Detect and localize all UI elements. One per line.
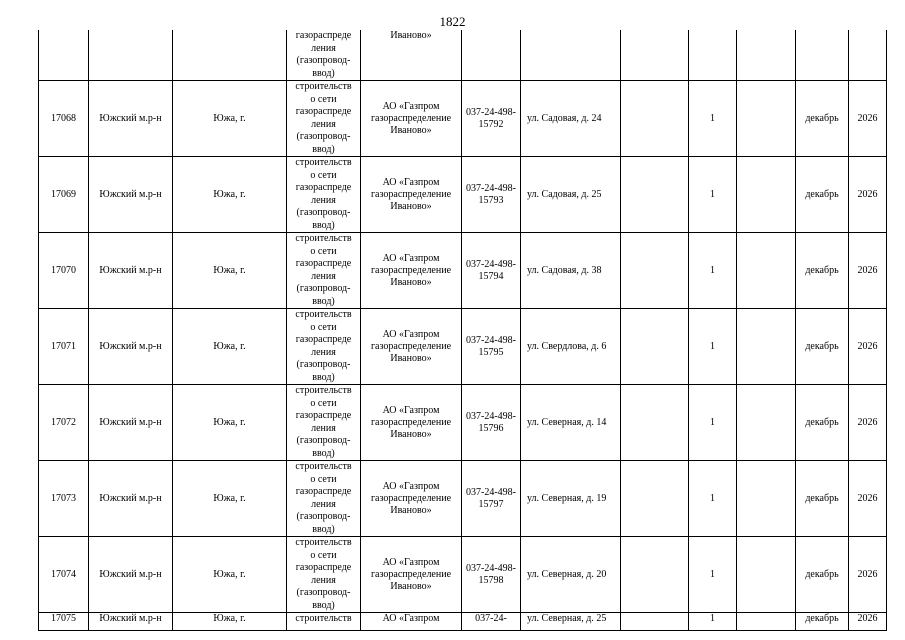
cell-month: декабрь <box>796 385 849 461</box>
cell-extra <box>621 461 689 537</box>
table-row <box>39 157 887 233</box>
cell-year: 2026 <box>849 537 887 613</box>
cell-locality: Южа, г. <box>173 157 287 233</box>
cell-extra <box>621 613 689 631</box>
cell-blank <box>737 30 796 81</box>
page-number: 1822 <box>439 14 466 29</box>
cell-code <box>462 30 521 81</box>
cell-num: 17072 <box>39 385 89 461</box>
cell-num: 17069 <box>39 157 89 233</box>
cell-qty: 1 <box>689 233 737 309</box>
cell-organization: АО «Газпром газораспределение Иваново» <box>361 81 462 157</box>
table-row <box>39 309 887 385</box>
cell-qty: 1 <box>689 81 737 157</box>
table-row <box>39 81 887 157</box>
cell-extra <box>621 233 689 309</box>
cell-num: 17075 <box>39 613 89 631</box>
cell-locality: Южа, г. <box>173 81 287 157</box>
cell-locality: Южа, г. <box>173 613 287 631</box>
continuation-row <box>39 30 887 81</box>
cell-code: 037-24-498-15796 <box>462 385 521 461</box>
cell-address: ул. Северная, д. 25 <box>521 613 621 631</box>
cell-month: декабрь <box>796 233 849 309</box>
cell-month: декабрь <box>796 613 849 631</box>
cell-address: ул. Северная, д. 20 <box>521 537 621 613</box>
cell-code: 037-24-498-15793 <box>462 157 521 233</box>
cell-year: 2026 <box>849 613 887 631</box>
cell-year: 2026 <box>849 309 887 385</box>
cell-work-type: строительств о сети газораспреде ления (газопровод- ввод) <box>287 385 361 461</box>
cell-address <box>521 30 621 81</box>
cell-year: 2026 <box>849 385 887 461</box>
cell-year: 2026 <box>849 157 887 233</box>
cell-address: ул. Северная, д. 19 <box>521 461 621 537</box>
cell-work-type: строительств о сети газораспреде ления (газопровод- ввод) <box>287 233 361 309</box>
cell-qty: 1 <box>689 157 737 233</box>
cell-address: ул. Свердлова, д. 6 <box>521 309 621 385</box>
cell-extra <box>621 385 689 461</box>
cell-extra <box>621 309 689 385</box>
cell-organization: АО «Газпром газораспределение Иваново» <box>361 309 462 385</box>
cell-address: ул. Северная, д. 14 <box>521 385 621 461</box>
cell-code: 037-24-498-15795 <box>462 309 521 385</box>
cell-blank <box>737 157 796 233</box>
cell-blank <box>737 613 796 631</box>
cell-district: Южский м.р-н <box>89 537 173 613</box>
cell-district: Южский м.р-н <box>89 309 173 385</box>
cell-district: Южский м.р-н <box>89 81 173 157</box>
cell-year: 2026 <box>849 461 887 537</box>
cell-locality: Южа, г. <box>173 537 287 613</box>
cell-work-type: газораспреде ления (газопровод- ввод) <box>287 30 361 81</box>
table-row <box>39 461 887 537</box>
cell-blank <box>737 81 796 157</box>
cell-num: 17071 <box>39 309 89 385</box>
cell-organization: АО «Газпром газораспределение Иваново» <box>361 385 462 461</box>
cell-organization: АО «Газпром газораспределение Иваново» <box>361 157 462 233</box>
cell-work-type: строительств <box>287 613 361 631</box>
cell-organization: АО «Газпром газораспределение Иваново» <box>361 461 462 537</box>
cell-locality: Южа, г. <box>173 461 287 537</box>
cell-qty: 1 <box>689 385 737 461</box>
cell-district: Южский м.р-н <box>89 461 173 537</box>
cell-district: Южский м.р-н <box>89 233 173 309</box>
cell-code: 037-24-498-15792 <box>462 81 521 157</box>
cell-num: 17073 <box>39 461 89 537</box>
cell-address: ул. Садовая, д. 25 <box>521 157 621 233</box>
cell-code: 037-24-498-15794 <box>462 233 521 309</box>
cell-qty: 1 <box>689 537 737 613</box>
cell-num <box>39 30 89 81</box>
table-body <box>39 30 887 631</box>
cell-qty <box>689 30 737 81</box>
cell-work-type: строительств о сети газораспреде ления (газопровод- ввод) <box>287 461 361 537</box>
cell-district: Южский м.р-н <box>89 385 173 461</box>
cell-code: 037-24-498-15797 <box>462 461 521 537</box>
cell-qty: 1 <box>689 309 737 385</box>
cell-extra <box>621 537 689 613</box>
cell-num: 17070 <box>39 233 89 309</box>
cell-code: 037-24- <box>462 613 521 631</box>
cell-organization: АО «Газпром газораспределение Иваново» <box>361 233 462 309</box>
cell-code: 037-24-498-15798 <box>462 537 521 613</box>
cell-blank <box>737 385 796 461</box>
cell-work-type: строительств о сети газораспреде ления (газопровод- ввод) <box>287 537 361 613</box>
cell-district: Южский м.р-н <box>89 613 173 631</box>
table-row <box>39 537 887 613</box>
cell-work-type: строительств о сети газораспреде ления (газопровод- ввод) <box>287 309 361 385</box>
cell-qty: 1 <box>689 613 737 631</box>
cell-extra <box>621 157 689 233</box>
cell-month: декабрь <box>796 157 849 233</box>
cell-blank <box>737 233 796 309</box>
cell-blank <box>737 309 796 385</box>
cell-extra <box>621 30 689 81</box>
cell-year: 2026 <box>849 81 887 157</box>
cell-year <box>849 30 887 81</box>
cell-blank <box>737 461 796 537</box>
cell-month: декабрь <box>796 537 849 613</box>
cell-qty: 1 <box>689 461 737 537</box>
cell-num: 17068 <box>39 81 89 157</box>
cell-work-type: строительств о сети газораспреде ления (газопровод- ввод) <box>287 157 361 233</box>
cell-month <box>796 30 849 81</box>
cell-num: 17074 <box>39 537 89 613</box>
cell-month: декабрь <box>796 461 849 537</box>
cell-address: ул. Садовая, д. 38 <box>521 233 621 309</box>
cell-organization: Иваново» <box>361 30 462 81</box>
cell-year: 2026 <box>849 233 887 309</box>
cell-organization: АО «Газпром <box>361 613 462 631</box>
schedule-table <box>38 30 887 631</box>
table-row <box>39 385 887 461</box>
cell-month: декабрь <box>796 309 849 385</box>
cell-organization: АО «Газпром газораспределение Иваново» <box>361 537 462 613</box>
cell-district: Южский м.р-н <box>89 157 173 233</box>
cell-locality: Южа, г. <box>173 309 287 385</box>
table-row <box>39 613 887 631</box>
cell-extra <box>621 81 689 157</box>
cell-address: ул. Садовая, д. 24 <box>521 81 621 157</box>
cell-blank <box>737 537 796 613</box>
cell-locality: Южа, г. <box>173 385 287 461</box>
cell-locality: Южа, г. <box>173 233 287 309</box>
table-row <box>39 233 887 309</box>
cell-work-type: строительств о сети газораспреде ления (газопровод- ввод) <box>287 81 361 157</box>
cell-month: декабрь <box>796 81 849 157</box>
cell-locality <box>173 30 287 81</box>
cell-district <box>89 30 173 81</box>
